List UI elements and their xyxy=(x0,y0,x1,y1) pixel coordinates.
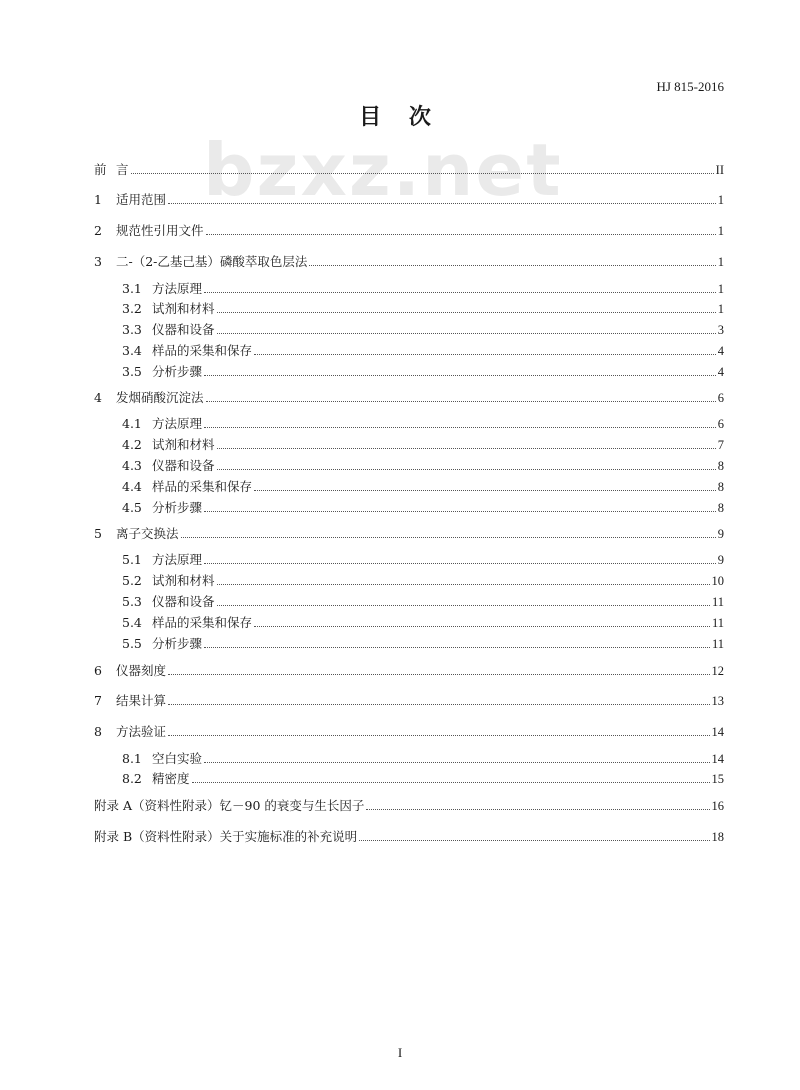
toc-leader-dots xyxy=(204,761,709,763)
document-code: HJ 815-2016 xyxy=(656,79,724,94)
toc-entry[interactable] xyxy=(122,632,724,652)
toc-leader-dots xyxy=(168,703,709,705)
toc-entry-page: 1 xyxy=(717,282,724,296)
toc-entry-number: 3.4 xyxy=(122,343,142,358)
toc-leader-dots xyxy=(217,583,710,585)
toc-leader-dots xyxy=(206,400,716,402)
toc-entry-label: 发烟硝酸沉淀法 xyxy=(116,390,204,405)
toc-entry-number: 3.1 xyxy=(122,281,142,296)
toc-entry-label: 试剂和材料 xyxy=(152,573,215,588)
toc-entry-number: 3.5 xyxy=(122,364,142,379)
toc-entry[interactable] xyxy=(122,412,724,432)
toc-entry-page: 8 xyxy=(717,501,724,515)
toc-entry-label: 仪器和设备 xyxy=(152,594,215,609)
toc-leader-dots xyxy=(204,562,716,564)
toc-entry-label: 分析步骤 xyxy=(152,636,203,651)
toc-entry-label: 仪器和设备 xyxy=(152,322,215,337)
toc-leader-dots xyxy=(192,781,710,783)
toc-entry[interactable] xyxy=(122,590,724,610)
toc-entry-number: 7 xyxy=(94,693,102,708)
toc-leader-dots xyxy=(204,374,716,376)
toc-entry[interactable] xyxy=(94,794,724,814)
toc-entry-page: 6 xyxy=(717,391,724,405)
toc-leader-dots xyxy=(168,202,716,204)
toc-entry-number: 3 xyxy=(94,254,102,269)
toc-leader-dots xyxy=(254,353,716,355)
toc-entry-number: 8.2 xyxy=(122,771,142,786)
toc-entry-label: 方法原理 xyxy=(152,416,203,431)
page-title: 目 次 xyxy=(359,105,441,130)
toc-entry-page: 11 xyxy=(711,637,724,651)
toc-entry-number: 3.3 xyxy=(122,322,142,337)
page-number: I xyxy=(397,1045,403,1060)
toc-entry-label: 方法原理 xyxy=(152,281,203,296)
toc-entry[interactable] xyxy=(122,496,724,516)
toc-entry[interactable] xyxy=(94,659,724,679)
toc-entry-page: 9 xyxy=(717,553,724,567)
toc-entry[interactable] xyxy=(122,297,724,317)
toc-leader-dots xyxy=(309,264,715,266)
toc-entry-number: 前 xyxy=(94,162,107,177)
toc-entry-number: 4 xyxy=(94,390,102,405)
toc-entry[interactable] xyxy=(122,475,724,495)
toc-entry-number: 4.2 xyxy=(122,437,142,452)
toc-entry-page: 8 xyxy=(717,480,724,494)
toc-leader-dots xyxy=(168,734,709,736)
toc-entry-number: 5.4 xyxy=(122,615,142,630)
toc-entry-label: 试剂和材料 xyxy=(152,301,215,316)
toc-entry-number: 2 xyxy=(94,223,102,238)
toc-entry-page: 12 xyxy=(711,664,724,678)
toc-entry-number: 5.1 xyxy=(122,552,142,567)
toc-entry-number: 5.3 xyxy=(122,594,142,609)
toc-entry-label: 样品的采集和保存 xyxy=(152,615,253,630)
toc-entry[interactable] xyxy=(122,611,724,631)
toc-entry[interactable] xyxy=(122,318,724,338)
toc-entry-page: 15 xyxy=(711,772,724,786)
toc-entry-number: 6 xyxy=(94,663,102,678)
toc-entry-page: 14 xyxy=(711,752,724,766)
toc-entry-page: 8 xyxy=(717,459,724,473)
toc-entry-label: 仪器刻度 xyxy=(116,663,167,678)
toc-entry[interactable] xyxy=(94,522,724,542)
toc-leader-dots xyxy=(217,447,716,449)
toc-leader-dots xyxy=(217,332,716,334)
toc-leader-dots xyxy=(204,510,716,512)
watermark: bzxz.net xyxy=(203,128,563,212)
toc-entry-number: 1 xyxy=(94,192,102,207)
toc-entry-number: 8 xyxy=(94,724,102,739)
toc-entry-label: 样品的采集和保存 xyxy=(152,343,253,358)
toc-leader-dots xyxy=(204,646,710,648)
toc-entry-label: 分析步骤 xyxy=(152,364,203,379)
toc-entry-page: 14 xyxy=(711,725,724,739)
toc-entry-page: 6 xyxy=(717,417,724,431)
toc-entry-page: 11 xyxy=(711,616,724,630)
toc-entry-page: II xyxy=(715,163,724,177)
toc-entry[interactable] xyxy=(94,825,724,845)
toc-entry[interactable] xyxy=(94,720,724,740)
toc-entry-number: 4.3 xyxy=(122,458,142,473)
toc-entry[interactable] xyxy=(94,386,724,406)
toc-leader-dots xyxy=(131,172,714,174)
toc-entry-page: 1 xyxy=(717,302,724,316)
toc-entry-number: 4.5 xyxy=(122,500,142,515)
toc-entry-label: 附录 A（资料性附录）钇－90 的衰变与生长因子 xyxy=(94,798,365,813)
toc-entry-label: 试剂和材料 xyxy=(152,437,215,452)
toc-leader-dots xyxy=(217,604,710,606)
toc-entry-page: 11 xyxy=(711,595,724,609)
toc-entry-page: 18 xyxy=(711,830,724,844)
toc-leader-dots xyxy=(204,291,716,293)
toc-entry-label: 样品的采集和保存 xyxy=(152,479,253,494)
toc-entry-page: 1 xyxy=(717,193,724,207)
toc-entry-number: 4.4 xyxy=(122,479,142,494)
toc-entry-number: 4.1 xyxy=(122,416,142,431)
toc-entry-number: 5.2 xyxy=(122,573,142,588)
toc-entry-number: 5.5 xyxy=(122,636,142,651)
toc-entry[interactable] xyxy=(122,767,724,787)
toc-entry-label: 规范性引用文件 xyxy=(116,223,204,238)
toc-entry-label: 方法原理 xyxy=(152,552,203,567)
toc-entry[interactable] xyxy=(122,569,724,589)
toc-entry[interactable] xyxy=(122,454,724,474)
toc-entry-page: 4 xyxy=(717,365,724,379)
toc-entry-page: 9 xyxy=(717,527,724,541)
toc-entry-label: 结果计算 xyxy=(116,693,167,708)
toc-entry-number: 5 xyxy=(94,526,102,541)
toc-entry-label: 言 xyxy=(116,162,129,177)
toc-entry-label: 空白实验 xyxy=(152,751,203,766)
toc-entry-page: 1 xyxy=(717,255,724,269)
toc-leader-dots xyxy=(254,625,710,627)
toc-entry-page: 4 xyxy=(717,344,724,358)
toc-leader-dots xyxy=(217,311,716,313)
toc-leader-dots xyxy=(366,808,709,810)
toc-entry-page: 13 xyxy=(711,694,724,708)
toc-entry[interactable] xyxy=(94,219,724,239)
toc-entry[interactable] xyxy=(94,689,724,709)
toc-entry-page: 1 xyxy=(717,224,724,238)
toc-leader-dots xyxy=(217,468,716,470)
toc-leader-dots xyxy=(204,426,716,428)
toc-entry[interactable] xyxy=(122,277,724,297)
toc-entry-label: 分析步骤 xyxy=(152,500,203,515)
toc-entry-label: 二-（2-乙基己基）磷酸萃取色层法 xyxy=(116,254,308,269)
toc-leader-dots xyxy=(359,839,709,841)
toc-entry-label: 附录 B（资料性附录）关于实施标准的补充说明 xyxy=(94,829,358,844)
toc-leader-dots xyxy=(168,673,709,675)
toc-entry[interactable] xyxy=(94,188,724,208)
toc-entry-label: 适用范围 xyxy=(116,192,167,207)
toc-entry-page: 16 xyxy=(711,799,724,813)
toc-entry[interactable] xyxy=(94,158,724,178)
toc-entry-label: 精密度 xyxy=(152,771,190,786)
toc-entry-page: 10 xyxy=(711,574,724,588)
toc-entry[interactable] xyxy=(122,433,724,453)
toc-entry-label: 仪器和设备 xyxy=(152,458,215,473)
toc-entry[interactable] xyxy=(122,339,724,359)
toc-leader-dots xyxy=(206,233,716,235)
toc-entry[interactable] xyxy=(122,548,724,568)
toc-entry[interactable] xyxy=(122,360,724,380)
toc-entry-label: 方法验证 xyxy=(116,724,167,739)
toc-entry[interactable] xyxy=(122,747,724,767)
toc-entry[interactable] xyxy=(94,250,724,270)
toc-entry-page: 3 xyxy=(717,323,724,337)
toc-entry-number: 8.1 xyxy=(122,751,142,766)
toc-leader-dots xyxy=(181,536,716,538)
toc-leader-dots xyxy=(254,489,716,491)
toc-entry-label: 离子交换法 xyxy=(116,526,179,541)
toc-entry-number: 3.2 xyxy=(122,301,142,316)
toc-entry-page: 7 xyxy=(717,438,724,452)
